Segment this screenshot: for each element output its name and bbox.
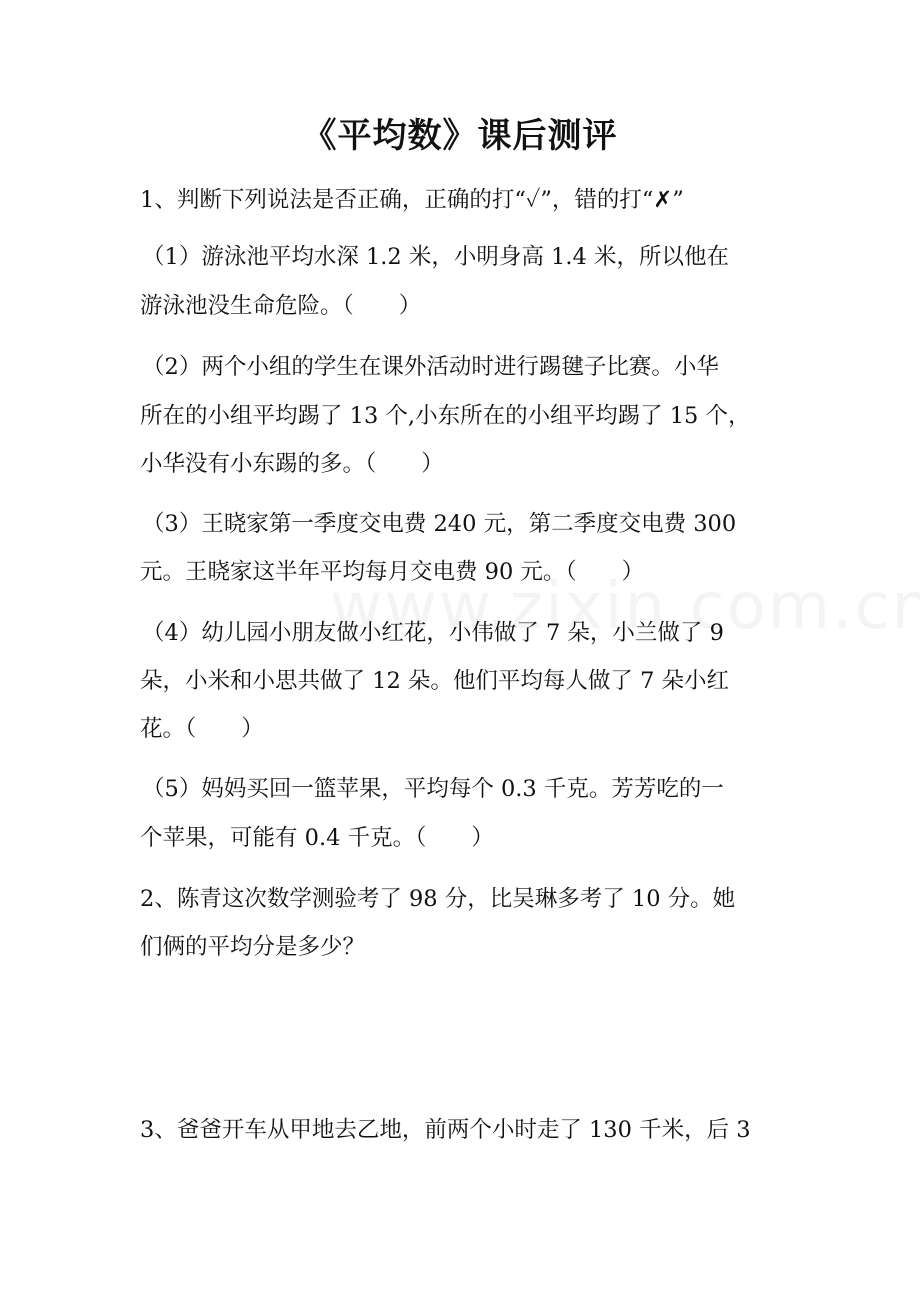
watermark <box>330 570 920 644</box>
question-1-item-5-line-1: （5）妈妈买回一篮苹果，平均每个 0.3 千克。芳芳吃的一 <box>142 776 724 802</box>
question-1-item-4-line-3: 花。（ ） <box>140 716 264 742</box>
question-1-item-2-line-3: 小华没有小东踢的多。（ ） <box>140 451 444 477</box>
question-2-line-2: 们俩的平均分是多少？ <box>140 934 366 960</box>
question-3-line-1: 3、爸爸开车从甲地去乙地，前两个小时走了 130 千米，后 3 <box>140 1117 751 1143</box>
question-1-item-2-line-2: 所在的小组平均踢了 13 个,小东所在的小组平均踢了 15 个， <box>140 403 751 429</box>
question-1-item-4-line-1: （4）幼儿园小朋友做小红花，小伟做了 7 朵，小兰做了 9 <box>142 620 724 646</box>
question-1-item-5-line-2: 个苹果，可能有 0.4 千克。（ ） <box>140 825 494 851</box>
question-2-line-1: 2、陈青这次数学测验考了 98 分，比吴琳多考了 10 分。她 <box>140 886 736 912</box>
question-1-item-1-line-2: 游泳池没生命危险。（ ） <box>140 293 422 319</box>
question-1-item-1-line-1: （1）游泳池平均水深 1.2 米，小明身高 1.4 米，所以他在 <box>142 244 729 270</box>
page-title: 《平均数》课后测评 <box>302 116 618 156</box>
question-1-item-4-line-2: 朵，小米和小思共做了 12 朵。他们平均每人做了 7 朵小红 <box>140 668 730 694</box>
question-1-item-3-line-1: （3）王晓家第一季度交电费 240 元，第二季度交电费 300 <box>142 511 737 537</box>
question-1-item-2-line-1: （2）两个小组的学生在课外活动时进行踢毽子比赛。小华 <box>142 354 719 380</box>
question-1-heading: 1、判断下列说法是否正确，正确的打“✓”，错的打“✗” <box>140 187 684 213</box>
question-1-item-3-line-2: 元。王晓家这半年平均每月交电费 90 元。（ ） <box>140 559 645 585</box>
